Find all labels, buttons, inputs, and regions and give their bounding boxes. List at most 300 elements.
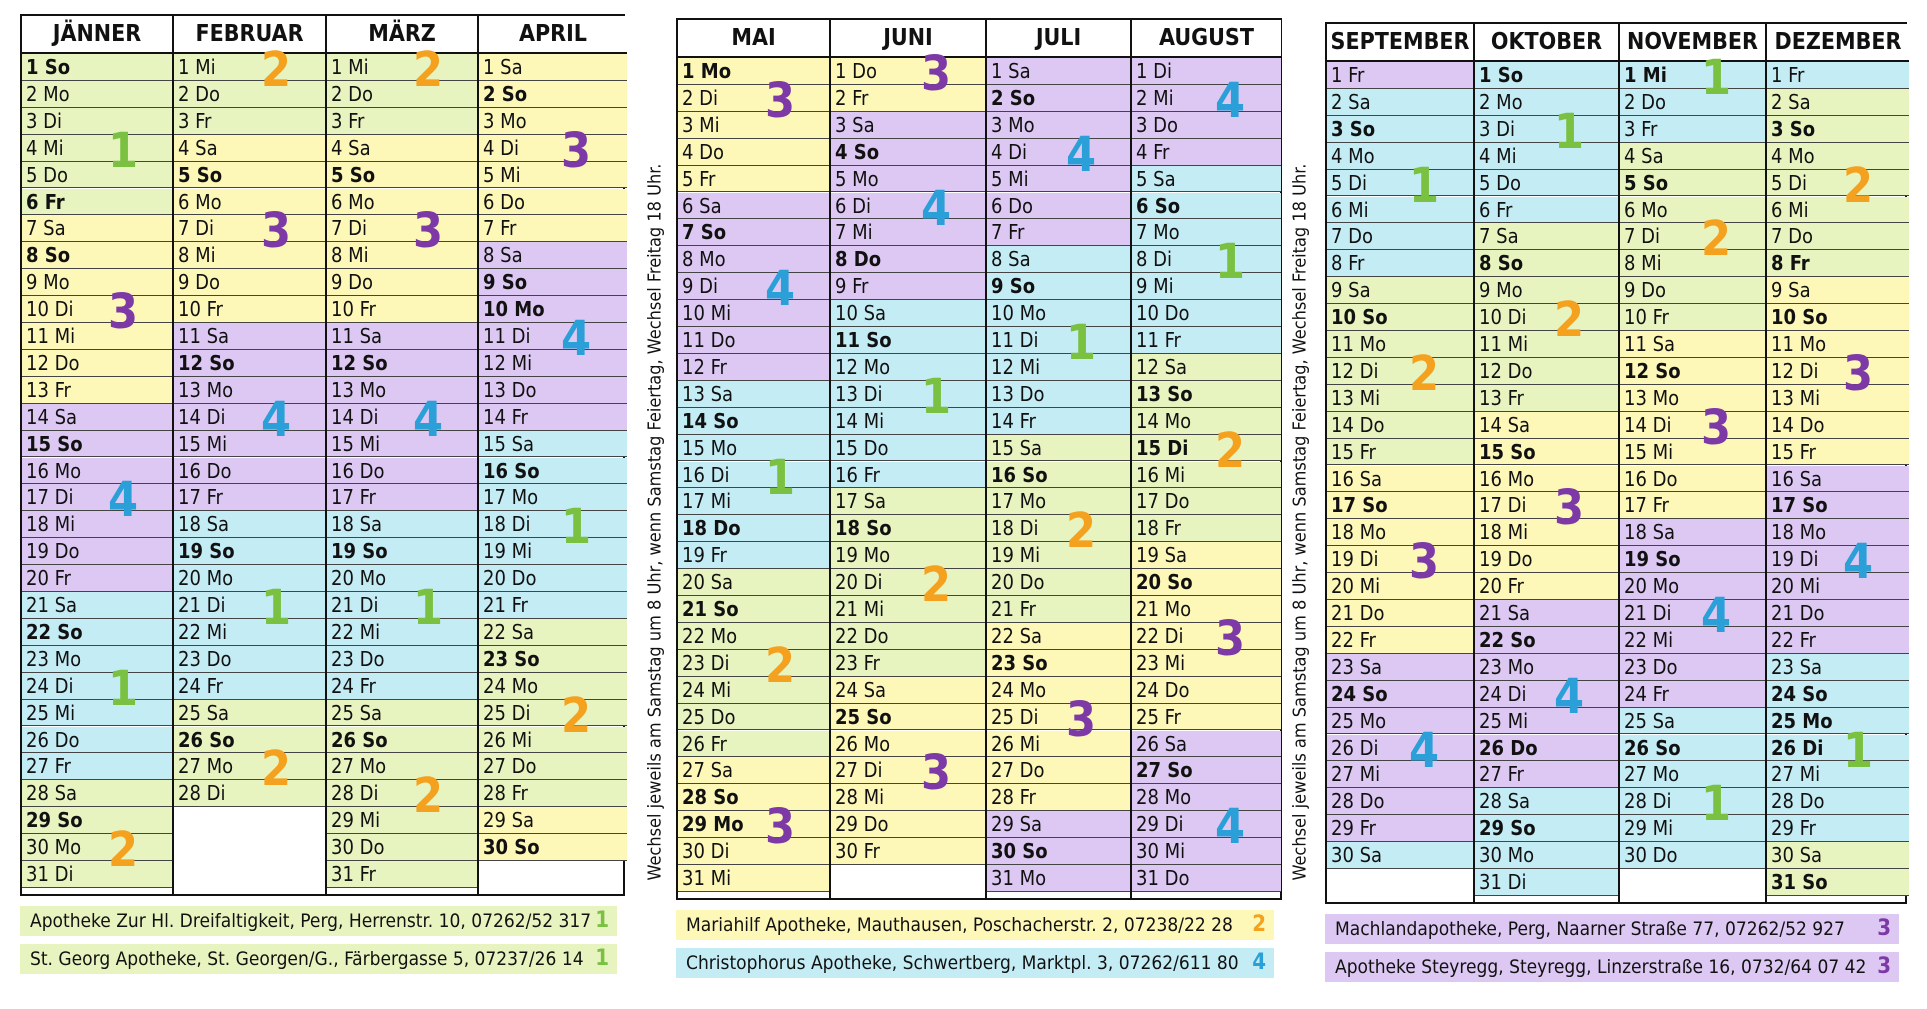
day-label: 13 Sa bbox=[682, 381, 734, 406]
pharmacy-number: 2 bbox=[1554, 292, 1585, 349]
day-row bbox=[831, 596, 985, 623]
day-label: 22 So bbox=[1479, 627, 1536, 652]
day-row bbox=[1620, 304, 1765, 331]
day-row bbox=[174, 242, 325, 269]
day-row bbox=[678, 731, 829, 758]
day-label: 28 So bbox=[682, 785, 739, 810]
day-label: 2 Mo bbox=[1479, 89, 1523, 114]
day-row bbox=[987, 596, 1130, 623]
day-row bbox=[327, 377, 477, 404]
day-label: 5 Sa bbox=[1136, 166, 1176, 191]
day-label: 25 Fr bbox=[1136, 704, 1181, 729]
day-row bbox=[831, 219, 985, 246]
month-column bbox=[22, 16, 174, 894]
day-row bbox=[327, 296, 477, 323]
day-row bbox=[1327, 735, 1473, 762]
pharmacy-name: Christophorus Apotheke, Schwertberg, Marktpl. 3, 07262/611 80 bbox=[686, 952, 1239, 974]
day-row bbox=[22, 350, 172, 377]
day-label: 5 Mo bbox=[835, 166, 879, 191]
day-label: 10 Do bbox=[1136, 301, 1190, 326]
day-row bbox=[22, 404, 172, 431]
day-label: 22 Mi bbox=[178, 619, 228, 644]
day-row bbox=[831, 515, 985, 542]
day-label: 23 Do bbox=[178, 646, 232, 671]
day-label: 17 So bbox=[1331, 493, 1388, 518]
pharmacy-number: 2 bbox=[561, 687, 592, 744]
day-label: 9 Do bbox=[178, 270, 221, 295]
day-label: 11 Di bbox=[991, 328, 1039, 352]
day-label: 12 So bbox=[1624, 358, 1681, 383]
day-label: 25 Sa bbox=[1624, 708, 1676, 733]
day-row bbox=[327, 753, 477, 780]
day-label: 7 Sa bbox=[26, 216, 66, 241]
day-row bbox=[678, 542, 829, 569]
day-row bbox=[1767, 116, 1909, 143]
day-label: 9 Do bbox=[1624, 278, 1667, 303]
pharmacy-number: 2 bbox=[413, 768, 444, 825]
day-row bbox=[678, 811, 829, 838]
day-row bbox=[479, 673, 627, 700]
day-label: 2 Do bbox=[1624, 89, 1667, 114]
day-row bbox=[1327, 842, 1473, 869]
day-label: 11 Mi bbox=[26, 324, 76, 348]
day-row bbox=[831, 784, 985, 811]
day-row bbox=[174, 215, 325, 242]
pharmacy-number: 4 bbox=[1701, 588, 1732, 644]
day-row bbox=[174, 592, 325, 619]
day-label: 6 Mi bbox=[1771, 197, 1809, 222]
month-column bbox=[987, 20, 1132, 898]
day-row bbox=[1327, 600, 1473, 627]
day-label: 15 Mi bbox=[1624, 439, 1674, 464]
day-label: 16 Mo bbox=[26, 458, 82, 483]
day-row bbox=[1767, 331, 1909, 358]
day-label: 18 Mi bbox=[1479, 520, 1529, 545]
day-row bbox=[987, 354, 1130, 381]
day-label: 30 Mo bbox=[1479, 843, 1535, 868]
day-label: 12 So bbox=[178, 350, 235, 375]
day-row bbox=[678, 273, 829, 300]
day-label: 8 Mo bbox=[682, 247, 726, 272]
day-row bbox=[1475, 708, 1618, 735]
pharmacy-number: 3 bbox=[261, 203, 292, 260]
day-label: 28 Sa bbox=[1479, 789, 1531, 814]
day-row bbox=[1327, 546, 1473, 573]
day-label: 8 So bbox=[1479, 251, 1524, 276]
day-label: 14 Di bbox=[331, 404, 379, 429]
day-row bbox=[479, 215, 627, 242]
day-row bbox=[1327, 815, 1473, 842]
day-row bbox=[987, 273, 1130, 300]
day-row bbox=[1327, 358, 1473, 385]
day-row bbox=[22, 296, 172, 323]
pharmacy-number: 3 bbox=[1409, 534, 1440, 591]
day-label: 17 Sa bbox=[835, 489, 887, 514]
day-row bbox=[987, 488, 1130, 515]
day-label: 19 So bbox=[331, 539, 388, 564]
day-row bbox=[1132, 166, 1281, 193]
day-label: 30 Fr bbox=[835, 839, 880, 864]
day-label: 30 Sa bbox=[1331, 843, 1383, 868]
day-label: 14 Sa bbox=[1479, 412, 1531, 437]
day-row bbox=[1620, 735, 1765, 762]
day-label: 30 So bbox=[483, 835, 540, 860]
day-row bbox=[831, 650, 985, 677]
day-row bbox=[1132, 327, 1281, 354]
day-row bbox=[479, 296, 627, 323]
pharmacy-name: Mariahilf Apotheke, Mauthausen, Poschacherstr. 2, 07238/22 28 bbox=[686, 914, 1233, 936]
day-label: 15 Sa bbox=[991, 435, 1043, 460]
day-row bbox=[831, 462, 985, 489]
day-row bbox=[831, 246, 985, 273]
pharmacy-number: 3 bbox=[921, 46, 952, 102]
day-row bbox=[22, 780, 172, 807]
day-label: 2 Mo bbox=[26, 81, 70, 106]
day-label: 6 So bbox=[1136, 193, 1181, 218]
day-label: 27 Mi bbox=[1331, 762, 1381, 787]
day-label: 12 Mi bbox=[991, 354, 1041, 379]
day-label: 16 Do bbox=[331, 458, 385, 483]
day-row bbox=[327, 565, 477, 592]
day-label: 29 Mo bbox=[682, 812, 744, 837]
pharmacy-number: 4 bbox=[413, 391, 444, 448]
day-row bbox=[327, 242, 477, 269]
day-label: 12 Mi bbox=[483, 350, 533, 375]
day-label: 18 Di bbox=[991, 516, 1039, 541]
day-label: 5 Di bbox=[1331, 170, 1368, 195]
day-row bbox=[831, 381, 985, 408]
day-label: 3 Mo bbox=[483, 108, 527, 133]
pharmacy-legend bbox=[1325, 914, 1899, 944]
day-label: 6 Mo bbox=[178, 189, 222, 214]
day-label: 6 Fr bbox=[1479, 197, 1513, 222]
day-label: 17 Di bbox=[1479, 493, 1527, 518]
day-row bbox=[22, 807, 172, 834]
day-label: 9 So bbox=[991, 274, 1036, 299]
day-row bbox=[1475, 116, 1618, 143]
day-label: 24 Do bbox=[1136, 677, 1190, 702]
day-label: 25 Mo bbox=[1331, 708, 1387, 733]
day-label: 11 Di bbox=[483, 324, 531, 348]
day-row bbox=[174, 189, 325, 216]
day-label: 8 Do bbox=[835, 247, 882, 272]
day-row bbox=[987, 838, 1130, 865]
day-label: 3 Mo bbox=[991, 112, 1035, 137]
day-row bbox=[1327, 223, 1473, 250]
rotation-note: Wechsel jeweils am Samstag um 8 Uhr, wenn Samstag Feiertag, Wechsel Freitag 18 Uhr. bbox=[644, 163, 666, 881]
pharmacy-number: 1 bbox=[921, 368, 952, 425]
day-label: 13 Fr bbox=[1479, 385, 1524, 410]
day-row bbox=[1475, 869, 1618, 896]
day-label: 13 Mi bbox=[1771, 385, 1821, 410]
day-label: 29 Sa bbox=[991, 812, 1043, 837]
day-row bbox=[678, 327, 829, 354]
day-row bbox=[678, 784, 829, 811]
day-label: 21 Do bbox=[1771, 601, 1825, 625]
day-label: 6 Fr bbox=[26, 189, 65, 214]
day-row bbox=[1132, 623, 1281, 650]
day-row bbox=[1132, 784, 1281, 811]
day-label: 9 So bbox=[483, 270, 528, 295]
month-name: JÄNNER bbox=[22, 16, 172, 54]
day-label: 16 Do bbox=[178, 458, 232, 483]
day-row bbox=[1767, 439, 1909, 466]
day-label: 13 Do bbox=[991, 381, 1045, 406]
day-label: 16 Mo bbox=[1479, 466, 1535, 491]
day-label: 22 Mi bbox=[331, 619, 381, 644]
pharmacy-number: 1 bbox=[1409, 157, 1440, 214]
day-row bbox=[1475, 304, 1618, 331]
day-row bbox=[479, 484, 627, 511]
day-row bbox=[174, 404, 325, 431]
pharmacy-number-badge: 3 bbox=[1877, 954, 1891, 979]
day-row bbox=[1620, 466, 1765, 493]
day-row bbox=[174, 565, 325, 592]
day-label: 26 So bbox=[331, 727, 388, 752]
day-row bbox=[831, 408, 985, 435]
day-label: 21 Di bbox=[1624, 601, 1672, 625]
day-row bbox=[678, 650, 829, 677]
day-label: 12 Sa bbox=[1136, 354, 1188, 379]
day-label: 19 Di bbox=[1331, 547, 1379, 572]
day-row bbox=[1620, 62, 1765, 89]
day-row bbox=[1620, 519, 1765, 546]
day-label: 26 Mo bbox=[835, 731, 891, 756]
day-row bbox=[1327, 654, 1473, 681]
day-row bbox=[1767, 627, 1909, 654]
pharmacy-number: 4 bbox=[921, 180, 952, 237]
month-column bbox=[1132, 20, 1281, 898]
day-label: 6 Do bbox=[483, 189, 526, 214]
day-label: 13 Do bbox=[483, 377, 537, 402]
day-label: 3 Fr bbox=[331, 108, 365, 133]
day-label: 26 Mi bbox=[483, 727, 533, 752]
day-row bbox=[1475, 412, 1618, 439]
day-label: 4 Mi bbox=[26, 135, 64, 160]
day-label: 21 So bbox=[682, 597, 739, 621]
pharmacy-number: 3 bbox=[1554, 480, 1585, 537]
pharmacy-legend bbox=[676, 910, 1274, 940]
day-row bbox=[1132, 650, 1281, 677]
day-label: 9 Mi bbox=[1136, 274, 1174, 299]
day-row bbox=[1132, 58, 1281, 85]
day-label: 3 So bbox=[1771, 116, 1816, 141]
day-row bbox=[1620, 654, 1765, 681]
day-label: 22 Fr bbox=[1331, 627, 1376, 652]
day-row bbox=[22, 431, 172, 458]
day-label: 15 Fr bbox=[1771, 439, 1816, 464]
day-label: 12 Mo bbox=[835, 354, 891, 379]
day-row bbox=[327, 54, 477, 81]
day-label: 1 So bbox=[26, 55, 71, 79]
day-row bbox=[1767, 492, 1909, 519]
day-label: 4 So bbox=[835, 139, 880, 164]
day-row bbox=[1132, 677, 1281, 704]
day-label: 21 Mi bbox=[835, 597, 885, 621]
day-row bbox=[22, 54, 172, 81]
month-name: AUGUST bbox=[1132, 20, 1281, 58]
day-row bbox=[1767, 546, 1909, 573]
day-row bbox=[831, 435, 985, 462]
day-row bbox=[1327, 385, 1473, 412]
day-label: 2 Di bbox=[682, 85, 719, 110]
day-row bbox=[987, 650, 1130, 677]
day-label: 22 Mi bbox=[1624, 627, 1674, 652]
day-row bbox=[1767, 412, 1909, 439]
day-label: 23 So bbox=[483, 646, 540, 671]
day-label: 4 Sa bbox=[331, 135, 371, 160]
day-row bbox=[831, 569, 985, 596]
day-label: 17 So bbox=[1771, 493, 1828, 518]
day-row bbox=[1327, 573, 1473, 600]
day-label: 1 Sa bbox=[483, 55, 523, 79]
pharmacy-number: 1 bbox=[261, 580, 292, 636]
day-row bbox=[1327, 170, 1473, 197]
day-row bbox=[479, 592, 627, 619]
day-label: 18 Sa bbox=[178, 512, 230, 537]
day-label: 25 Di bbox=[483, 700, 531, 725]
pharmacy-number: 1 bbox=[1701, 776, 1732, 833]
day-row bbox=[1475, 439, 1618, 466]
day-label: 29 So bbox=[1479, 816, 1536, 841]
day-row bbox=[1767, 869, 1909, 896]
day-label: 11 Mi bbox=[1479, 332, 1529, 356]
day-label: 27 Do bbox=[483, 754, 537, 779]
day-label: 7 Do bbox=[1331, 224, 1374, 249]
day-row bbox=[1620, 788, 1765, 815]
day-row bbox=[831, 166, 985, 193]
day-row bbox=[22, 861, 172, 888]
day-label: 27 So bbox=[1136, 758, 1193, 783]
day-row bbox=[1327, 89, 1473, 116]
day-label: 30 So bbox=[991, 839, 1048, 864]
day-row bbox=[1327, 62, 1473, 89]
day-label: 20 Mo bbox=[331, 566, 387, 591]
day-row bbox=[1475, 358, 1618, 385]
day-label: 4 Fr bbox=[1136, 139, 1170, 164]
day-row bbox=[1132, 219, 1281, 246]
day-label: 20 Mo bbox=[178, 566, 234, 591]
day-label: 2 Fr bbox=[835, 85, 869, 110]
day-row bbox=[174, 350, 325, 377]
pharmacy-number: 2 bbox=[261, 42, 292, 98]
day-label: 16 So bbox=[483, 458, 540, 483]
day-row bbox=[1132, 865, 1281, 892]
pharmacy-number: 3 bbox=[1215, 610, 1246, 667]
day-label: 25 Di bbox=[991, 704, 1039, 729]
day-label: 22 Do bbox=[835, 623, 889, 648]
day-label: 25 Mi bbox=[26, 700, 76, 725]
day-row bbox=[1620, 116, 1765, 143]
day-label: 24 So bbox=[1331, 681, 1388, 706]
day-row bbox=[174, 458, 325, 485]
day-label: 8 Fr bbox=[1771, 251, 1810, 276]
day-label: 21 Fr bbox=[483, 593, 528, 617]
day-row bbox=[1767, 385, 1909, 412]
day-row bbox=[1620, 143, 1765, 170]
day-row bbox=[1132, 838, 1281, 865]
day-row bbox=[987, 435, 1130, 462]
day-label: 30 Mi bbox=[1136, 839, 1186, 864]
pharmacy-number: 4 bbox=[765, 261, 796, 318]
pharmacy-legend bbox=[20, 906, 617, 936]
day-row bbox=[1475, 842, 1618, 869]
day-row bbox=[1475, 735, 1618, 762]
day-label: 24 Mo bbox=[991, 677, 1047, 702]
day-label: 17 Fr bbox=[178, 485, 223, 510]
pharmacy-number: 1 bbox=[1554, 103, 1585, 160]
day-label: 9 Sa bbox=[1331, 278, 1371, 303]
day-label: 31 Di bbox=[1479, 870, 1527, 894]
day-label: 28 Do bbox=[1331, 789, 1385, 814]
day-label: 5 Mi bbox=[991, 166, 1029, 191]
day-row bbox=[1132, 435, 1281, 462]
day-row bbox=[1767, 573, 1909, 600]
day-label: 7 Di bbox=[178, 216, 215, 241]
day-label: 8 Sa bbox=[991, 247, 1031, 272]
day-row bbox=[22, 834, 172, 861]
day-label: 14 Di bbox=[178, 404, 226, 429]
day-label: 15 Fr bbox=[1331, 439, 1376, 464]
day-label: 7 So bbox=[682, 220, 727, 245]
pharmacy-number: 2 bbox=[261, 741, 292, 798]
month-name: DEZEMBER bbox=[1767, 24, 1909, 62]
day-row bbox=[678, 219, 829, 246]
day-label: 23 Sa bbox=[1331, 654, 1383, 679]
day-label: 14 So bbox=[682, 408, 739, 433]
day-row bbox=[678, 704, 829, 731]
day-label: 14 Mo bbox=[1136, 408, 1192, 433]
day-row bbox=[1767, 654, 1909, 681]
day-row bbox=[1475, 466, 1618, 493]
day-row bbox=[174, 323, 325, 350]
day-label: 28 Di bbox=[178, 781, 226, 806]
day-label: 13 Mo bbox=[331, 377, 387, 402]
day-row bbox=[174, 753, 325, 780]
day-row bbox=[987, 193, 1130, 220]
day-label: 19 Mi bbox=[483, 539, 533, 564]
month-column bbox=[1327, 24, 1475, 902]
day-label: 4 Di bbox=[991, 139, 1028, 164]
day-row bbox=[1132, 757, 1281, 784]
day-row bbox=[1475, 654, 1618, 681]
day-row bbox=[1620, 385, 1765, 412]
day-row bbox=[22, 592, 172, 619]
day-row bbox=[1132, 112, 1281, 139]
day-label: 10 Di bbox=[1479, 305, 1527, 330]
pharmacy-name: St. Georg Apotheke, St. Georgen/G., Färbergasse 5, 07237/26 14 bbox=[30, 948, 584, 970]
day-row bbox=[479, 458, 627, 485]
day-row bbox=[22, 511, 172, 538]
day-label: 10 So bbox=[1771, 305, 1828, 330]
day-row bbox=[1132, 300, 1281, 327]
day-label: 17 Mo bbox=[483, 485, 539, 510]
pharmacy-number: 4 bbox=[1215, 799, 1246, 856]
day-row bbox=[1620, 708, 1765, 735]
day-label: 19 Sa bbox=[1136, 543, 1188, 568]
day-label: 12 So bbox=[331, 350, 388, 375]
day-row bbox=[1475, 519, 1618, 546]
day-row bbox=[1767, 277, 1909, 304]
day-row bbox=[987, 381, 1130, 408]
day-label: 27 Fr bbox=[1479, 762, 1524, 787]
day-label: 17 Fr bbox=[331, 485, 376, 510]
day-label: 13 Mi bbox=[1331, 385, 1381, 410]
day-row bbox=[174, 727, 325, 754]
day-label: 29 Fr bbox=[1331, 816, 1376, 841]
day-row bbox=[831, 300, 985, 327]
day-label: 11 Sa bbox=[1624, 332, 1676, 356]
